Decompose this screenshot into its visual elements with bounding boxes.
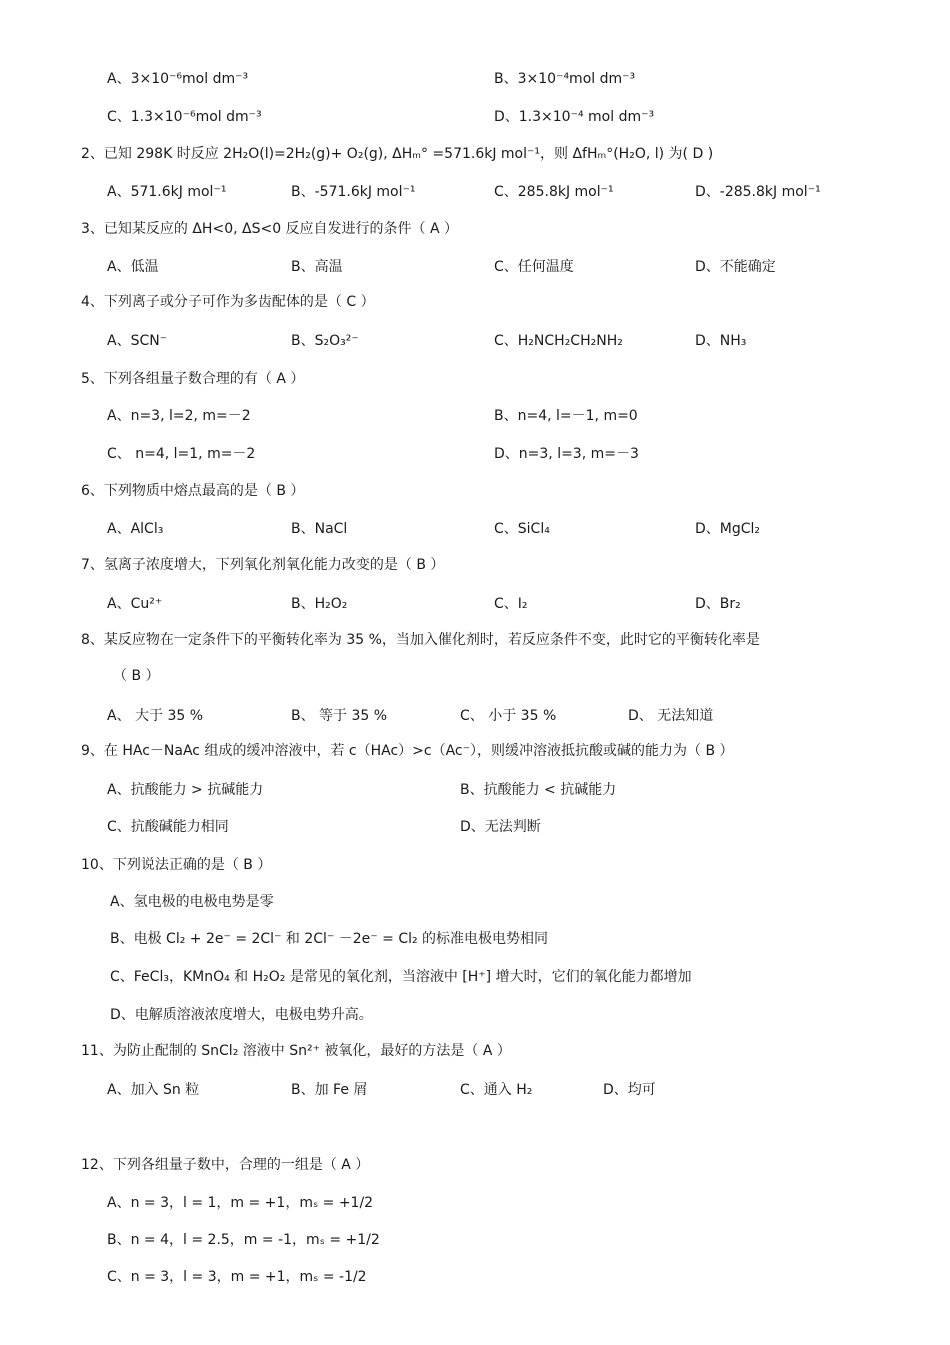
text-line	[0, 480, 950, 502]
option-text: D、MgCl₂	[695, 521, 761, 537]
option-text: D、 无法知道	[628, 708, 714, 724]
text-line	[0, 368, 950, 390]
text-line	[0, 330, 950, 352]
option-text: A、加入 Sn 粒	[107, 1082, 200, 1098]
question-text: 9、在 HAc－NaAc 组成的缓冲溶液中，若 c（HAc）>c（Ac⁻），则缓冲溶液抵抗酸或碱的能力为（ B ）	[81, 743, 734, 759]
text-line	[0, 1266, 950, 1288]
text-line	[0, 443, 950, 465]
text-line	[0, 593, 950, 615]
option-text: D、无法判断	[460, 819, 541, 835]
option-text: B、H₂O₂	[291, 596, 348, 612]
text-line	[0, 256, 950, 278]
text-line	[0, 779, 950, 801]
text-line	[0, 854, 950, 876]
option-text: C、SiCl₄	[494, 521, 550, 537]
option-text: B、高温	[291, 259, 343, 275]
option-text: B、 等于 35 %	[291, 708, 388, 724]
text-line	[0, 291, 950, 313]
option-text: C、285.8kJ mol⁻¹	[494, 184, 614, 200]
option-text: B、n=4, l=－1, m=0	[494, 408, 638, 424]
text-line	[0, 816, 950, 838]
option-text: B、抗酸能力 < 抗碱能力	[460, 782, 617, 798]
option-text: D、n=3, l=3, m=－3	[494, 446, 639, 462]
option-text: A、n=3, l=2, m=－2	[107, 408, 251, 424]
question-text: 3、已知某反应的 ΔH<0, ΔS<0 反应自发进行的条件（ A ）	[81, 221, 459, 237]
option-text: C、I₂	[494, 596, 528, 612]
text-line	[0, 740, 950, 762]
text-line	[0, 68, 950, 90]
question-text: 12、下列各组量子数中，合理的一组是（ A ）	[81, 1157, 370, 1173]
option-text: A、n = 3，l = 1，m = +1，mₛ = +1/2	[107, 1195, 374, 1211]
text-line	[0, 1040, 950, 1062]
question-text: 7、氢离子浓度增大，下列氧化剂氧化能力改变的是（ B ）	[81, 557, 445, 573]
option-text: B、S₂O₃²⁻	[291, 333, 359, 349]
text-line	[0, 1079, 950, 1101]
text-line	[0, 405, 950, 427]
text-line	[0, 518, 950, 540]
option-text: D、NH₃	[695, 333, 747, 349]
text-line	[0, 181, 950, 203]
option-text: B、NaCl	[291, 521, 348, 537]
question-text: 6、下列物质中熔点最高的是（ B ）	[81, 483, 305, 499]
option-text: A、SCN⁻	[107, 333, 168, 349]
text-line	[0, 928, 950, 950]
text-line	[0, 218, 950, 240]
option-text: （ B ）	[113, 668, 160, 684]
text-line	[0, 554, 950, 576]
option-text: B、电极 Cl₂ + 2e⁻ = 2Cl⁻ 和 2Cl⁻ －2e⁻ = Cl₂ 的标准电极电势相同	[110, 931, 549, 947]
text-line	[0, 665, 950, 687]
option-text: C、抗酸碱能力相同	[107, 819, 229, 835]
text-line	[0, 106, 950, 128]
question-text: 11、为防止配制的 SnCl₂ 溶液中 Sn²⁺ 被氧化，最好的方法是（ A ）	[81, 1043, 511, 1059]
option-text: C、n = 3，l = 3，m = +1，mₛ = -1/2	[107, 1269, 367, 1285]
text-line	[0, 1229, 950, 1251]
text-line	[0, 629, 950, 651]
option-text: B、加 Fe 屑	[291, 1082, 368, 1098]
option-text: A、AlCl₃	[107, 521, 164, 537]
option-text: B、n = 4，l = 2.5，m = -1，mₛ = +1/2	[107, 1232, 380, 1248]
question-text: 5、下列各组量子数合理的有（ A ）	[81, 371, 305, 387]
option-text: C、FeCl₃，KMnO₄ 和 H₂O₂ 是常见的氧化剂，当溶液中 [H⁺] 增大时，它们的氧化能力都增加	[110, 969, 692, 985]
question-text: 8、某反应物在一定条件下的平衡转化率为 35 %，当加入催化剂时，若反应条件不变，此时它的平衡转化率是	[81, 632, 760, 648]
option-text: D、-285.8kJ mol⁻¹	[695, 184, 821, 200]
option-text: A、低温	[107, 259, 159, 275]
option-text: C、 小于 35 %	[460, 708, 557, 724]
option-text: D、不能确定	[695, 259, 776, 275]
text-line	[0, 966, 950, 988]
option-text: D、1.3×10⁻⁴ mol dm⁻³	[494, 109, 655, 125]
question-text: 4、下列离子或分子可作为多齿配体的是（ C ）	[81, 294, 375, 310]
option-text: D、电解质溶液浓度增大，电极电势升高。	[110, 1007, 373, 1023]
text-line	[0, 1154, 950, 1176]
text-line	[0, 1004, 950, 1026]
question-text: 10、下列说法正确的是（ B ）	[81, 857, 272, 873]
option-text: D、均可	[603, 1082, 656, 1098]
option-text: D、Br₂	[695, 596, 741, 612]
option-text: A、571.6kJ mol⁻¹	[107, 184, 227, 200]
option-text: C、 n=4, l=1, m=－2	[107, 446, 256, 462]
option-text: B、-571.6kJ mol⁻¹	[291, 184, 416, 200]
question-text: 2、已知 298K 时反应 2H₂O(l)=2H₂(g)+ O₂(g), ΔHₘ° =571.6kJ mol⁻¹，则 ΔfHₘ°(H₂O, l) 为( D )	[81, 146, 714, 162]
option-text: A、氢电极的电极电势是零	[110, 894, 274, 910]
option-text: A、 大于 35 %	[107, 708, 204, 724]
option-text: B、3×10⁻⁴mol dm⁻³	[494, 71, 636, 87]
option-text: C、H₂NCH₂CH₂NH₂	[494, 333, 623, 349]
option-text: C、任何温度	[494, 259, 574, 275]
option-text: A、Cu²⁺	[107, 596, 163, 612]
option-text: A、3×10⁻⁶mol dm⁻³	[107, 71, 249, 87]
text-line	[0, 891, 950, 913]
option-text: A、抗酸能力 > 抗碱能力	[107, 782, 264, 798]
text-line	[0, 143, 950, 165]
option-text: C、通入 H₂	[460, 1082, 533, 1098]
text-line	[0, 705, 950, 727]
text-line	[0, 1192, 950, 1214]
option-text: C、1.3×10⁻⁶mol dm⁻³	[107, 109, 262, 125]
